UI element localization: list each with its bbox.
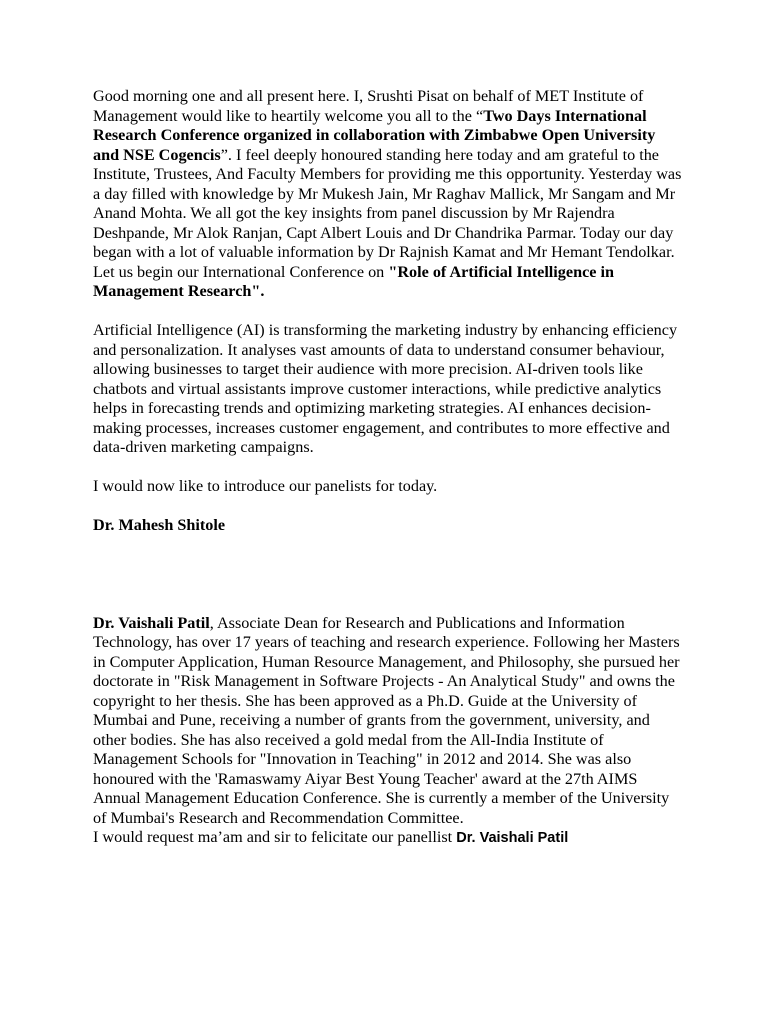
- conference-title: Two Days International Research Conference organized in collaboration with Zimbabwe Open University and NSE Cogencis: [93, 106, 656, 164]
- panelist-2-bio: , Associate Dean for Research and Publications and Information Technology, has over 17 years of teaching and research experience. Following her Masters in Computer Application, Human Resource Management, and Philosophy, she pursued her doctorate in "Risk Management in Software Projects - An Analytical Study" and owns the copyright to her thesis. She has been approved as a Ph.D. Guide at the University of Mumbai and Pune, receiving a number of grants from the government, university, and other bodies. She has also received a gold medal from the All-India Institute of Management Schools for "Innovation in Teaching" in 2012 and 2014. She was also honoured with the 'Ramaswamy Aiyar Best Young Teacher' award at the 27th AIMS Annual Management Education Conference. She is currently a member of the University of Mumbai's Research and Recommendation Committee.: [93, 613, 680, 827]
- welcome-text-2: ”. I feel deeply honoured standing here today and am grateful to the Institute, Trustees, And Faculty Members for providing me this opportunity. Yesterday was a day filled with knowledge by Mr Mukesh Jain, Mr Raghav Mallick, Mr Sangam and Mr Anand Mohta. We all got the key insights from panel discussion by Mr Rajendra Deshpande, Mr Alok Ranjan, Capt Albert Louis and Dr Chandrika Parmar. Today our day began with a lot of valuable information by Dr Rajnish Kamat and Mr Hemant Tendolkar. Let us begin our International Conference on: [93, 145, 682, 281]
- intro-line: I would now like to introduce our panelists for today.: [93, 477, 438, 495]
- conference-theme: "Role of Artificial Intelligence in Management Research".: [93, 262, 615, 300]
- panelist-1-name: Dr. Mahesh Shitole: [93, 516, 226, 534]
- welcome-text-1: Good morning one and all present here. I, Srushti Pisat on behalf of MET Institute of Management would like to heartily welcome you all to the “: [93, 87, 644, 125]
- panelist-1-heading: [93, 516, 683, 536]
- document-page: [93, 87, 683, 849]
- panelist-2-paragraph: [93, 614, 683, 829]
- welcome-paragraph: [93, 87, 683, 302]
- felicitate-name: Dr. Vaishali Patil: [456, 830, 569, 846]
- ai-paragraph: Artificial Intelligence (AI) is transforming the marketing industry by enhancing efficiency and personalization. It analyses vast amounts of data to understand consumer behaviour, allowing businesses to target their audience with more precision. AI-driven tools like chatbots and virtual assistants improve customer interactions, while predictive analytics helps in forecasting trends and optimizing marketing strategies. AI enhances decision-making processes, increases customer engagement, and contributes to more effective and data-driven marketing campaigns.: [93, 321, 678, 456]
- felicitate-line: [93, 828, 683, 849]
- panelist-2-name: Dr. Vaishali Patil: [93, 613, 210, 632]
- felicitate-text: I would request ma’am and sir to felicitate our panellist: [93, 828, 457, 846]
